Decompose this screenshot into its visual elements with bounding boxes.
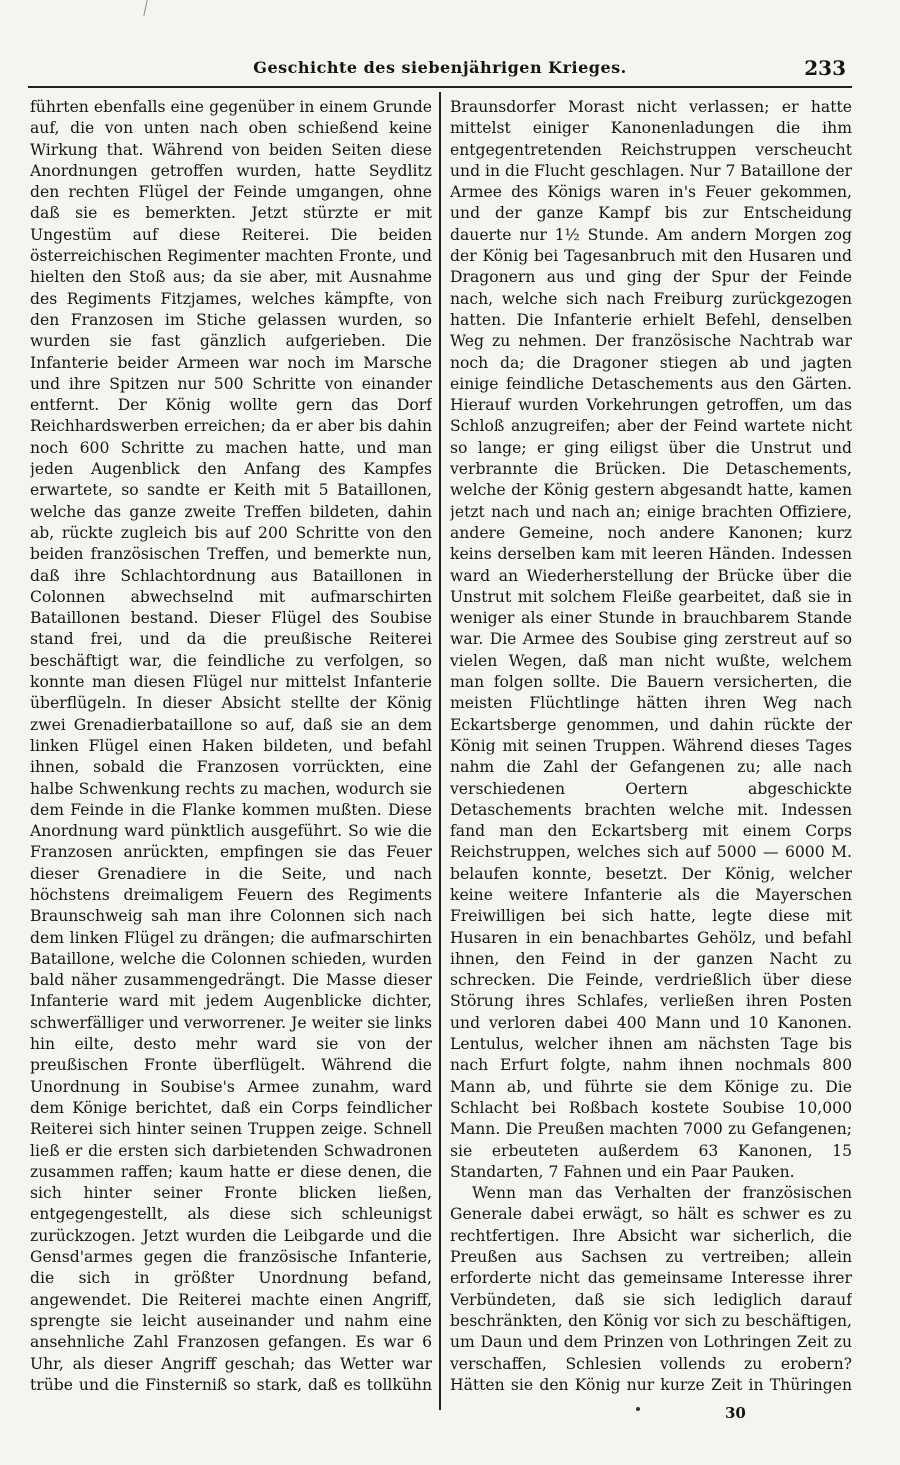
running-title: Geschichte des siebenjährigen Krieges. [253,58,627,77]
right-column-paragraph-1: Braunsdorfer Morast nicht verlassen; er hatte mittelst einiger Kanonenladungen die ihm entgegentretenden Reichstruppen verscheucht und in die Flucht geschlagen. Nur 7 Bataillone der Armee des Königs waren in's Feuer gekommen, und der ganze Kampf bis zur Entscheidung dauerte nur 1½ Stunde. Am andern Morgen zog der König bei Tagesanbruch mit den Husaren und Dragonern aus und ging der Spur der Feinde nach, welche sich nach Freiburg zurückgezogen hatten. Die Infanterie erhielt Befehl, denselben Weg zu nehmen. Der französische Nachtrab war noch da; die Dragoner stiegen ab und jagten einige feindliche Detaschements aus den Gärten. Hierauf wurden Vorkehrungen getroffen, um das Schloß anzugreifen; aber der Feind wartete nicht so lange; er ging eiligst über die Unstrut und verbrannte die Brücken. Die Detaschements, welche der König gestern abgesandt hatte, kamen jetzt nach und nach an; einige brachten Offiziere, andere Gemeine, noch andere Kanonen; kurz keins derselben kam mit leeren Händen. Indessen ward an Wiederherstellung der Brücke über die Unstrut mit solchem Fleiße gearbeitet, daß sie in weniger als einer Stunde in brauchbarem Stande war. Die Armee des Soubise ging zerstreut auf so vielen Wegen, daß man nicht wußte, welchem man folgen sollte. Die Bauern versicherten, die meisten Flüchtlinge hätten ihren Weg nach Eckartsberge genommen, und dahin rückte der König mit seinen Truppen. Während dieses Tages nahm die Zahl der Gefangenen zu; alle nach verschiedenen Oertern abgeschickte Detaschements brachten welche mit. Indessen fand man den Eckartsberg mit einem Corps Reichstruppen, welches sich auf 5000 — 6000 M. belaufen konnte, besetzt. Der König, welcher keine weitere Infanterie als die Mayerschen Freiwilligen bei sich hatte, legte diese mit Husaren in ein benachbartes Gehölz, und befahl ihnen, den Feind in der ganzen Nacht zu schrecken. Die Feinde, verdrießlich über diese Störung ihres Schlafes, verließen ihren Posten und verloren dabei 400 Mann und 10 Kanonen. Lentulus, welcher ihnen am nächsten Tage bis nach Erfurt folgte, nahm ihnen nochmals 800 Mann ab, und führte sie dem Könige zu. Die Schlacht bei Roßbach kostete Soubise 10,000 Mann. Die Preußen machten 7000 zu Gefangenen; sie erbeuteten außerdem 63 Kanonen, 15 Standarten, 7 Fahnen und ein Paar Pauken. [450,98,852,1181]
right-column [450,97,852,1397]
signature-mark: 30 [725,1404,746,1422]
right-column-paragraph-2: Wenn man das Verhalten der französischen Generale dabei erwägt, so hält es schwer es zu rechtfertigen. Ihre Absicht war sicherlich, die Preußen aus Sachsen zu vertreiben; allein erforderte nicht das gemeinsame Interesse ihrer Verbündeten, daß sie sich lediglich darauf beschränkten, den König vor sich zu beschäftigen, um Daun und dem Prinzen von Lothringen Zeit zu verschaffen, Schlesien vollends zu erobern? Hätten sie den König nur kurze Zeit in Thüringen [450,1184,852,1394]
page-number: 233 [804,56,846,80]
left-column-paragraph-1: führten ebenfalls eine gegenüber in einem Grunde auf, die von unten nach oben schießend keine Wirkung that. Während von beiden Seiten diese Anordnungen getroffen wurden, hatte Seydlitz den rechten Flügel der Feinde umgangen, ohne daß sie es bemerkten. Jetzt stürzte er mit Ungestüm auf diese Reiterei. Die beiden österreichischen Regimenter machten Fronte, und hielten den Stoß aus; da sie aber, mit Ausnahme des Regiments Fitzjames, welches kämpfte, von den Franzosen im Stiche gelassen wurden, so wurden sie fast gänzlich aufgerieben. Die Infanterie beider Armeen war noch im Marsche und ihre Spitzen nur 500 Schritte von einander entfernt. Der König wollte gern das Dorf Reichhardswerben erreichen; da er aber bis dahin noch 600 Schritte zu machen hatte, und man jeden Augenblick den Anfang des Kampfes erwartete, so sandte er Keith mit 5 Bataillonen, welche das ganze zweite Treffen bildeten, dahin ab, rückte zugleich bis auf 200 Schritte von den beiden französischen Treffen, und bemerkte nun, daß ihre Schlachtordnung aus Bataillonen in Colonnen abwechselnd mit aufmarschirten Bataillonen bestand. Dieser Flügel des Soubise stand frei, und da die preußische Reiterei beschäftigt war, die feindliche zu verfolgen, so konnte man diesen Flügel nur mittelst Infanterie überflügeln. In dieser Absicht stellte der König zwei Grenadierbataillone so auf, daß sie an dem linken Flügel einen Haken bildeten, und befahl ihnen, sobald die Franzosen vorrückten, eine halbe Schwenkung rechts zu machen, wodurch sie dem Feinde in die Flanke kommen mußten. Diese Anordnung ward pünktlich ausgeführt. So wie die Franzosen anrückten, empfingen sie das Feuer dieser Grenadiere in die Seite, und nach höchstens dreimaligem Feuern des Regiments Braunschweig sah man ihre Colonnen sich nach dem linken Flügel zu drängen; die aufmarschirten Bataillone, welche die Colonnen schieden, wurden bald näher zusammengedrängt. Die Masse dieser Infanterie ward mit jedem Augenblicke dichter, schwerfälliger und verworrener. Je weiter sie links hin eilte, desto mehr ward sie von der preußischen Fronte überflügelt. Während die Unordnung in Soubise's Armee zunahm, ward dem Könige berichtet, daß ein Corps feindlicher Reiterei sich hinter seinen Truppen zeige. Schnell ließ er die ersten sich darbietenden Schwadronen zusammen raffen; kaum hatte er diese denen, die sich hinter seiner Fronte blicken ließen, entgegengestellt, als diese sich schleunigst zurückzogen. Jetzt wurden die Leibgarde und die Gensd'armes gegen die französische Infanterie, die sich in größter Unordnung befand, angewendet. Die Reiterei machte einen Angriff, sprengte sie leicht auseinander und nahm eine ansehnliche Zahl Franzosen gefangen. Es war 6 Uhr, als dieser Angriff geschah; das Wetter war trübe und die Finsterniß so stark, daß es tollkühn [30,98,432,1394]
print-dot [636,1407,640,1411]
page-header [28,46,852,88]
left-column [30,97,432,1397]
stray-pencil-mark [143,0,147,16]
column-divider [439,92,441,1410]
